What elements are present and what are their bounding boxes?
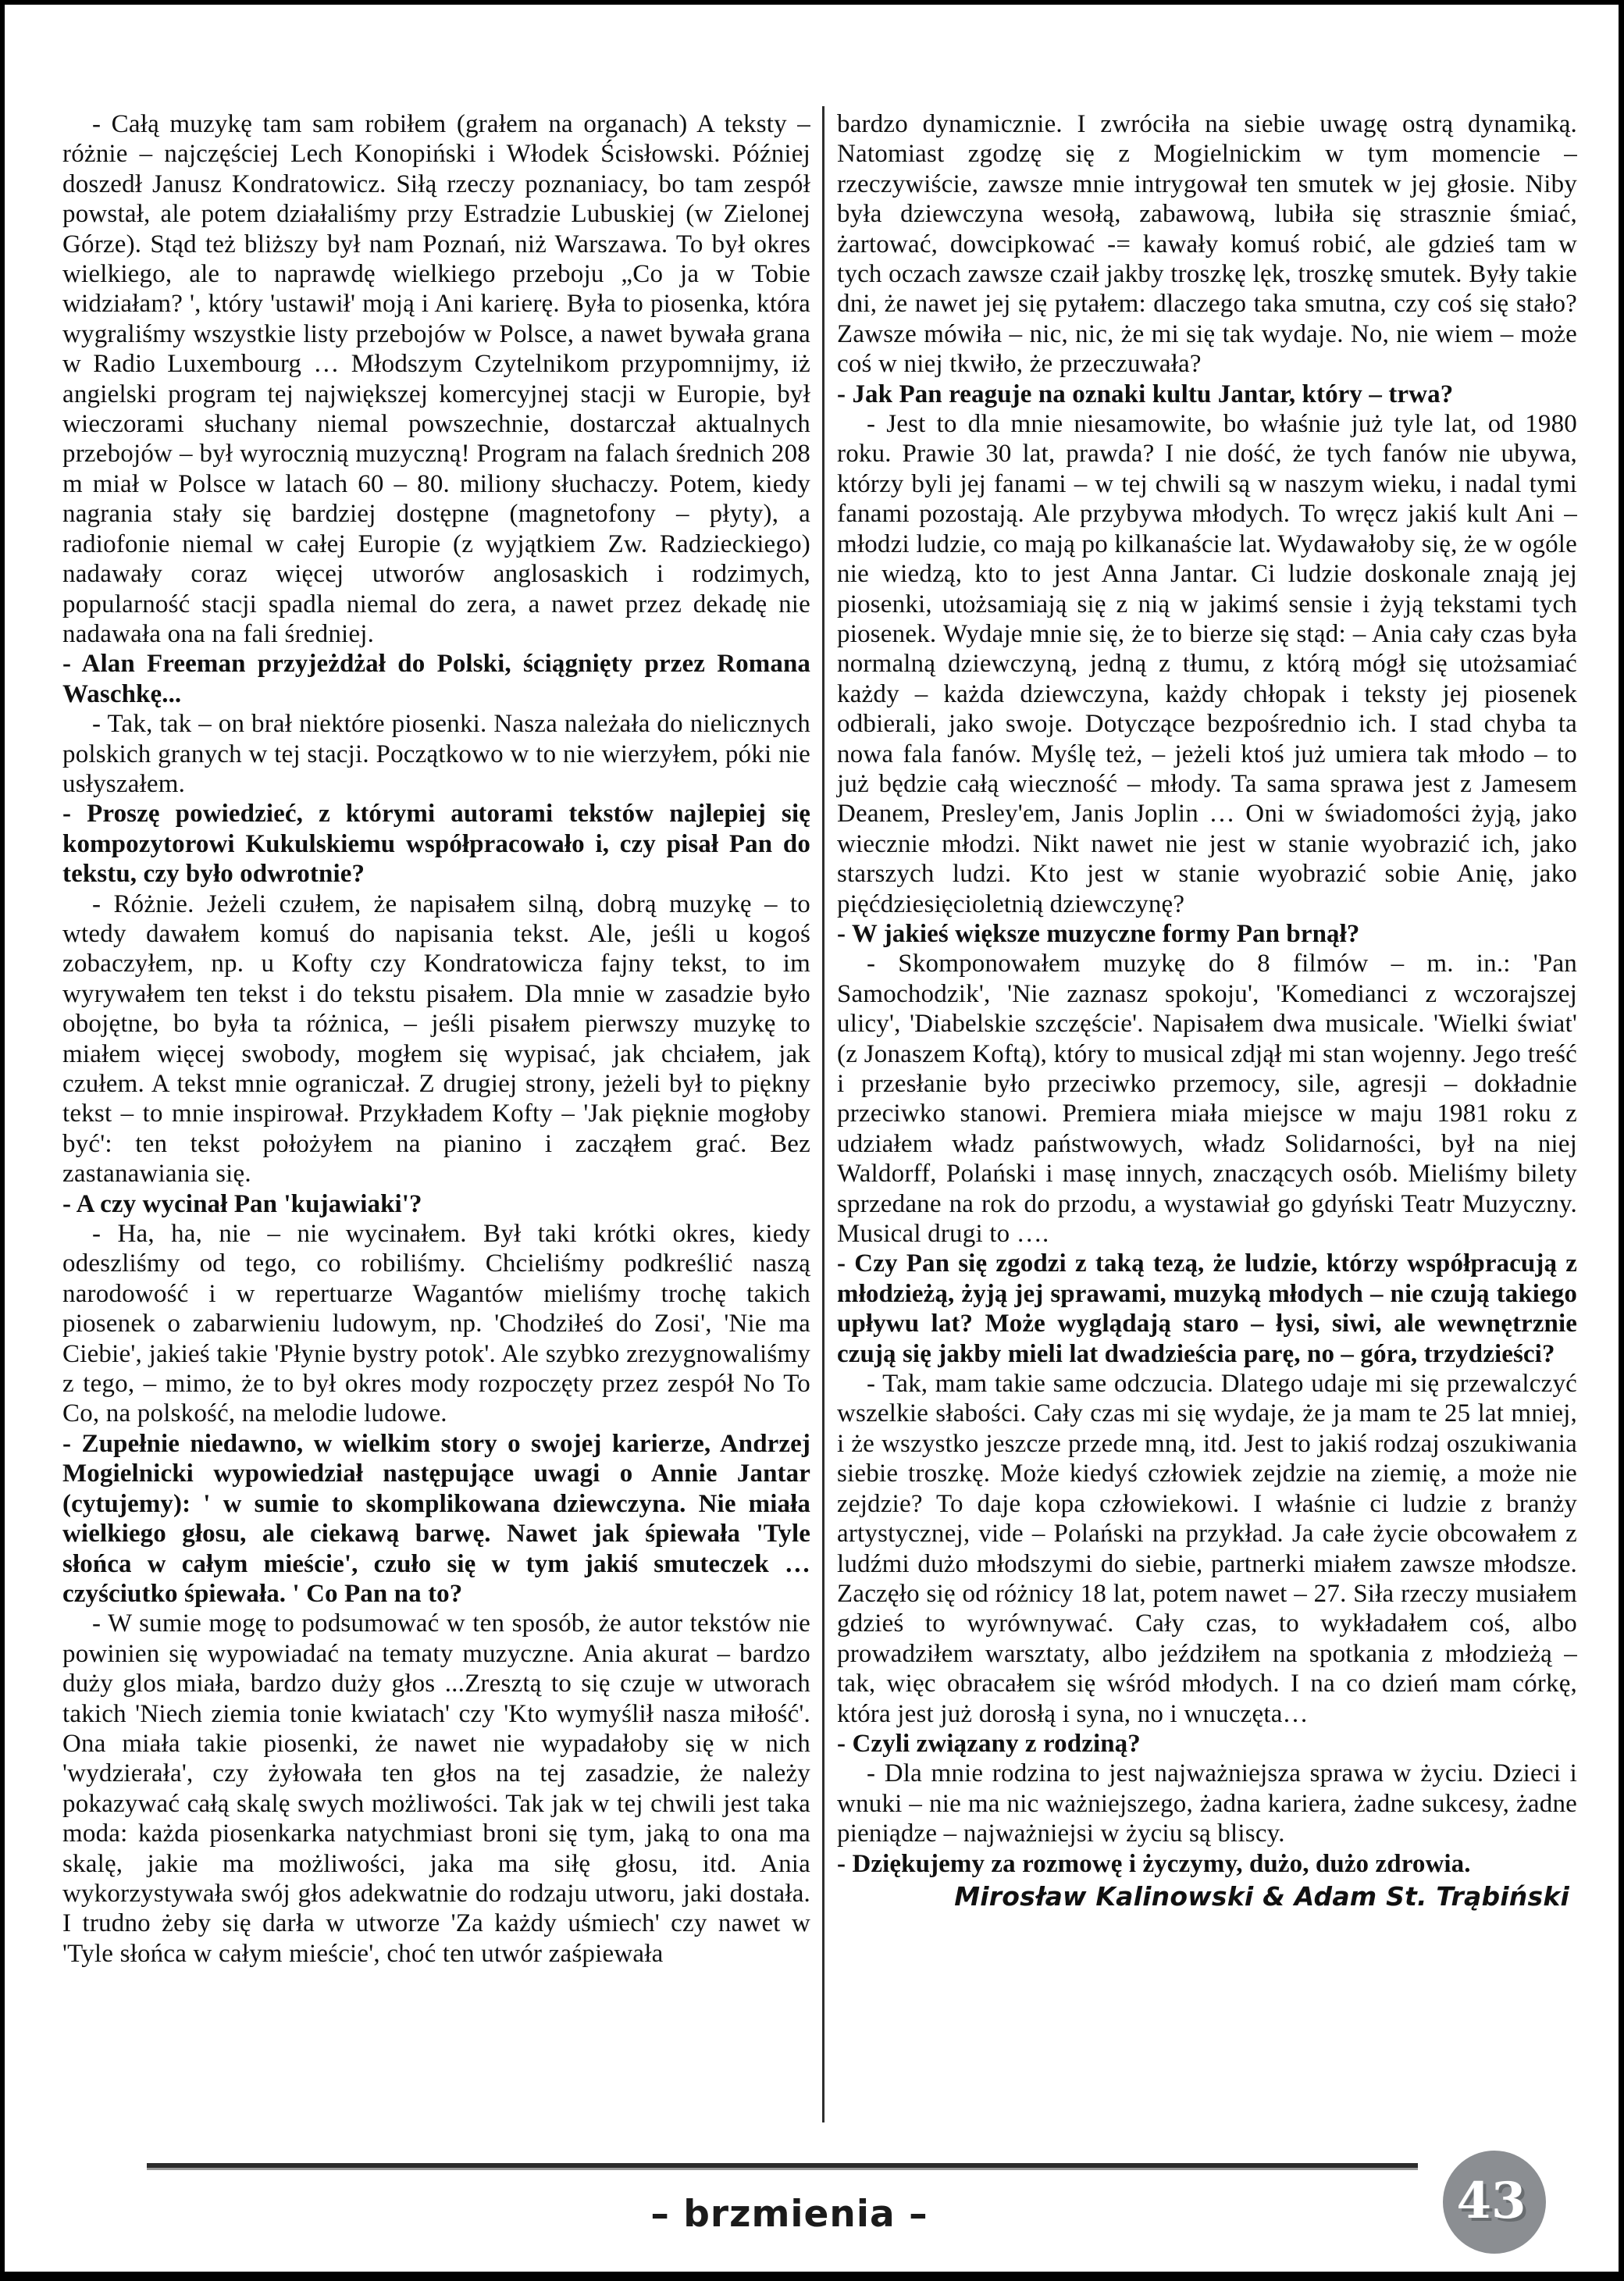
interview-question: - A czy wycinał Pan 'kujawiaki'? <box>62 1189 422 1218</box>
interview-question: - Czyli związany z rodziną? <box>837 1729 1141 1758</box>
interview-question: - W jakieś większe muzyczne formy Pan brnął? <box>837 919 1360 948</box>
page-number-badge <box>1443 2151 1546 2254</box>
interview-answer: - Skomponowałem muzykę do 8 filmów – m. in.: 'Pan Samochodzik', 'Nie zaznasz spokoju', 'Komedianci z wczorajszej ulicy', 'Diabelskie szczęście'. Napisałem dwa musicale. 'Wielki świat' (z Jonaszem Koftą), który to musical zdjął mi stan wojenny. Jego treść i przesłanie było przeciwko przemocy, sile, agresji – dokładnie przeciwko stanowi. Premiera miała miejsce w maju 1981 roku z udziałem władz państwowych, władz Solidarności, był na niej Waldorff, Polański i masę innych, znaczących osób. Mieliśmy bilety sprzedane na rok do przodu, a wystawiał go gdyński Teatr Muzyczny. Musical drugi to …. <box>837 950 1577 1249</box>
interview-question: - Dziękujemy za rozmowę i życzymy, dużo, dużo zdrowia. <box>837 1849 1471 1878</box>
interview-question: - Jak Pan reaguje na oznaki kultu Jantar, który – trwa? <box>837 380 1454 408</box>
interview-answer: - W sumie mogę to podsumować w ten sposób, że autor tekstów nie powinien się wypowiadać na tematy muzyczne. Ania akurat – bardzo duży glos miała, bardzo duży głos ...Zresztą to się czuje w utworach takich 'Niech ziemia tonie kwiatach' czy 'Kto wymyślił nasza miłość'. Ona miała takie piosenki, że nawet nie wypadałoby się w nich 'wydzierała', czy żyłowała ten głos na tej zasadzie, że należy pokazywać całą skalę swych możliwości. Tak jak w tej chwili jest taka moda: każda piosenkarka natychmiast broni się tym, jaką to ona ma skalę, jakie ma możliwości, jaka ma siłę głosu, itd. Ania wykorzystywała swój głos adekwatnie do rodzaju utworu, jaki dostała. I trudno żeby się darła w utworze 'Za każdy uśmiech' czy nawet w 'Tyle słońca w całym mieście', choć ten utwór zaśpiewała <box>62 1609 810 1968</box>
left-column <box>62 109 810 1969</box>
column-divider <box>822 106 824 2122</box>
interview-answer: - Różnie. Jeżeli czułem, że napisałem silną, dobrą muzykę – to wtedy dawałem komuś do napisania tekst. Ale, jeśli u kogoś zobaczyłem, np. u Kofty czy Kondratowicza fajny tekst, to im wyrywałem ten tekst i do tekstu pisałem. Dla mnie w zasadzie było obojętne, bo była ta różnica, – jeśli pisałem pierwszy muzykę to miałem więcej swobody, mogłem się wypisać, jak chciałem, jak czułem. A tekst mnie ograniczał. Z drugiej strony, jeżeli był to piękny tekst – to mnie inspirował. Przykładem Kofty – 'Jak pięknie mogłoby być': ten tekst położyłem na pianino i zacząłem grać. Bez zastanawiania się. <box>62 889 810 1189</box>
footer-rule <box>147 2163 1418 2170</box>
interview-question: - Alan Freeman przyjeżdżał do Polski, ściągnięty przez Romana Waschkę... <box>62 650 810 708</box>
interview-answer: - Tak, mam takie same odczucia. Dlatego udaje mi się przewalczyć wszelkie słabości. Cały czas mi się wydaje, że ja mam te 25 lat mniej, i że wszystko jeszcze przede mną, itd. Jest to jakiś rodzaj oszukiwania siebie troszkę. Może kiedyś człowiek zejdzie na ziemię, a może nie zejdzie? To daje kopa człowiekowi. I właśnie ci ludzie z branży artystycznej, vide – Polański na przykład. Ja całe życie obcowałem z ludźmi dużo młodszymi do siebie, partnerki miałem zawsze młodsze. Zaczęło się od różnicy 18 lat, potem nawet – 27. Siła rzeczy musiałem gdzieś to wyrównywać. Cały czas, to wykładałem coś, albo prowadziłem warsztaty, albo jeździłem na spotkania z młodzieżą – tak, więc obracałem się wśród młodych. I na co dzień mam córkę, która jest już dorosłą i syna, no i wnuczęta… <box>837 1370 1577 1728</box>
signature: Mirosław Kalinowski & Adam St. Trąbiński <box>954 1880 1569 1912</box>
interview-answer: - Dla mnie rodzina to jest najważniejsza sprawa w życiu. Dzieci i wnuki – nie ma nic ważniejszego, żadna kariera, żadne sukcesy, żadne pieniądze – najważniejsi w życiu są bliscy. <box>837 1759 1577 1848</box>
interview-question: - Czy Pan się zgodzi z taką tezą, że ludzie, którzy współpracują z młodzieżą, żyją jej sprawami, muzyką młodych – nie czują takiego upływu lat? Może wyglądają staro – łysi, siwi, ale wewnętrznie czują się jakby mieli lat dwadzieścia parę, no – góra, trzydzieści? <box>837 1249 1577 1368</box>
interview-answer: bardzo dynamicznie. I zwróciła na siebie uwagę ostrą dynamiką. Natomiast zgodzę się z Mogielnickim w tym momencie – rzeczywiście, zawsze mnie intrygował ten smutek w jej głosie. Niby była dziewczyna wesołą, zabawową, lubiła się strasznie śmiać, żartować, dowcipkować -= kawały komuś robić, ale gdzieś tam w tych oczach zawsze czaił jakby troszkę lęk, troszkę smutek. Były takie dni, że nawet jej się pytałem: dlaczego taka smutna, czy coś się stało? Zawsze mówiła – nic, nic, że mi się tak wydaje. No, nie wiem – może coś w niej tkwiło, że przeczuwała? <box>837 110 1577 379</box>
interview-answer: - Ha, ha, nie – nie wycinałem. Był taki krótki okres, kiedy odeszliśmy od tego, co robiliśmy. Chcieliśmy podkreślić naszą narodowość i w repertuarze Wagantów mieliśmy trochę takich piosenek o zabarwieniu ludowym, np. 'Chodziłeś do Zosi', 'Nie ma Ciebie', jakieś takie 'Płynie bystry potok'. Ale szybko zrezygnowaliśmy z tego, – mimo, że to był okres mody rozpoczęty przez zespół No To Co, na polskość, na melodie ludowe. <box>62 1220 810 1428</box>
page-number: 43 <box>1456 2171 1526 2230</box>
interview-answer: - Całą muzykę tam sam robiłem (grałem na organach) A teksty – różnie – najczęściej Lech Konopiński i Włodek Ścisłowski. Później doszedł Janusz Kondratowicz. Siłą rzeczy poznaniacy, bo tam zespół powstał, ale potem działaliśmy przy Estradzie Lubuskiej (w Zielonej Górze). Stąd też bliższy był nam Poznań, niż Warszawa. To był okres wielkiego, ale to naprawdę wielkiego przeboju „Co ja w Tobie widziałam? ', który 'ustawił' moją i Ani karierę. Była to piosenka, która wygraliśmy wszystkie listy przebojów w Polsce, a nawet bywała grana w Radio Luxembourg … Młodszym Czytelnikom przypomnijmy, iż angielski program tej największej komercyjnej stacji w Europie, był wieczorami słuchany niemal powszechnie, dostarczał aktualnych przebojów – był wyrocznią muzyczną! Program na falach średnich 208 m miał w Polsce w latach 60 – 80. miliony słuchaczy. Potem, kiedy nagrania stały się bardziej dostępne (magnetofony – płyty), a radiofonie niemal w całej Europie (z wyjątkiem Zw. Radzieckiego) nadawały coraz więcej utworów anglosaskich i rodzimych, popularność stacji spadla niemal do zera, a nawet przez dekadę nie nadawała ona na fali średniej. <box>62 110 810 648</box>
right-column <box>837 109 1577 1912</box>
interview-answer: - Jest to dla mnie niesamowite, bo właśnie już tyle lat, od 1980 roku. Prawie 30 lat, prawda? I nie dość, że tych fanów nie ubywa, którzy byli jej fanami – w tej chwili są w naszym wieku, i nadal tymi fanami pozostają. Ale przybywa młodych. To wręcz jakiś kult Ani – młodzi ludzie, co mają po kilkanaście lat. Wydawałoby się, że w ogóle nie wiedzą, kto to jest Anna Jantar. Ci ludzie doskonale znają jej piosenki, utożsamiają się z nią w jakimś sensie i żyją tekstami tych piosenek. Wydaje mnie się, że to bierze się stąd: – Ania cały czas była normalną dziewczyną, jedną z tłumu, z którą mógł się utożsamiać każdy – każda dziewczyna, każdy chłopak i teksty jej piosenek odbierali, jako swoje. Dotyczące bezpośrednio ich. I stad chyba ta nowa fala fanów. Myślę też, – jeżeli ktoś już umiera tak młodo – to już będzie całą wieczność – młody. Ta sama sprawa jest z Jamesem Deanem, Presley'em, Janis Joplin … Oni w świadomości żyją, jako wiecznie młodzi. Nikt nawet nie jest w stanie wyobrazić ich, jako starszych ludzi. Kto jest w stanie wyobrazić sobie Anię, jako pięćdziesięcioletnią dziewczynę? <box>837 410 1577 918</box>
magazine-title: – brzmienia – <box>650 2193 928 2236</box>
interview-answer: - Tak, tak – on brał niektóre piosenki. Nasza należała do nielicznych polskich granych w tej stacji. Początkowo w to nie wierzyłem, póki nie usłyszałem. <box>62 710 810 798</box>
interview-question: - Proszę powiedzieć, z którymi autorami tekstów najlepiej się kompozytorowi Kukulskiemu współpracowało i, czy pisał Pan do tekstu, czy było odwrotnie? <box>62 800 810 889</box>
interview-question: - Zupełnie niedawno, w wielkim story o swojej karierze, Andrzej Mogielnicki wypowiedział następujące uwagi o Annie Jantar (cytujemy): ' w sumie to skomplikowana dziewczyna. Nie miała wielkiego głosu, ale ciekawą barwę. Nawet jak śpiewała 'Tyle słońca w całym mieście', czuło się w tym jakiś smuteczek … czyściutko śpiewała. ' Co Pan na to? <box>62 1429 810 1608</box>
